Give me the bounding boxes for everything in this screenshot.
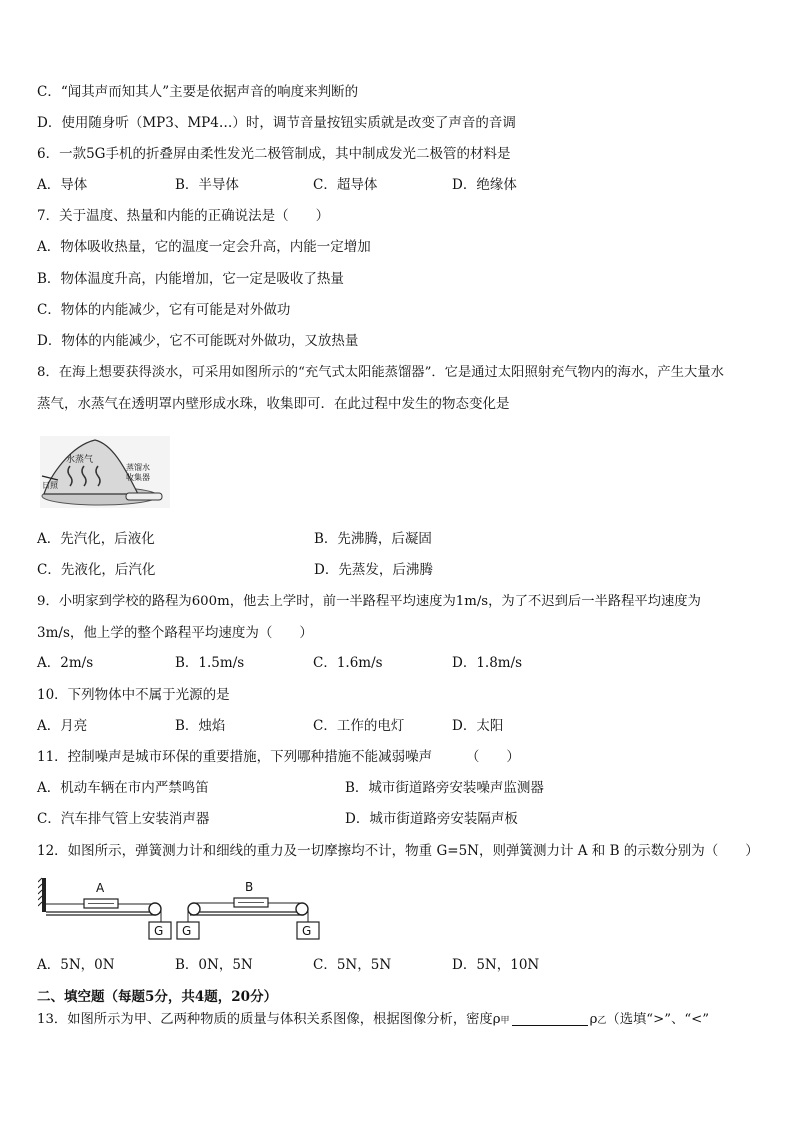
section-heading: 二、填空题（每题5分，共4题，20分） bbox=[37, 989, 278, 1005]
q11-option-a: A．机动车辆在市内严禁鸣笛 bbox=[37, 780, 209, 796]
q8-option-d: D．先蒸发，后沸腾 bbox=[314, 562, 433, 578]
right-pulley-right bbox=[296, 903, 308, 915]
q8-stem-line1: 8．在海上想要获得淡水，可采用如图所示的“充气式太阳能蒸馏器”．它是通过太阳照射充气物内的海水，产生大量水 bbox=[37, 365, 724, 380]
q7-stem: 7．关于温度、热量和内能的正确说法是（ ） bbox=[37, 208, 330, 224]
q8-option-a: A．先汽化，后液化 bbox=[37, 531, 155, 547]
q11-option-b: B．城市街道路旁安装噪声监测器 bbox=[345, 780, 544, 796]
q12-option-b: B．0N，5N bbox=[175, 957, 253, 973]
q6-option-a: A．导体 bbox=[37, 177, 88, 193]
q7-option-a: A．物体吸收热量，它的温度一定会升高，内能一定增加 bbox=[37, 239, 371, 255]
q9-option-c: C．1.6m/s bbox=[313, 655, 383, 671]
q11-stem: 11．控制噪声是城市环保的重要措施，下列哪种措施不能减弱噪声 （ ） bbox=[37, 749, 520, 765]
answer-blank[interactable] bbox=[512, 1011, 588, 1026]
left-wall-hatch bbox=[38, 878, 42, 906]
q13-stem bbox=[37, 1011, 709, 1030]
right-weight-label: G bbox=[302, 924, 312, 938]
q6-stem: 6．一款5G手机的折叠屏由柔性发光二极管制成，其中制成发光二极管的材料是 bbox=[37, 146, 511, 162]
solar-still-figure bbox=[40, 436, 170, 508]
figure-label-vapor: 水蒸气 bbox=[66, 455, 94, 465]
q13-subscript-a: 甲 bbox=[500, 1016, 510, 1026]
q9-option-b: B．1.5m/s bbox=[175, 655, 245, 671]
q10-option-b: B．烛焰 bbox=[175, 718, 226, 734]
q13-rho: ρ bbox=[589, 1012, 598, 1027]
q11-option-d: D．城市街道路旁安装隔声板 bbox=[345, 811, 518, 827]
q10-stem: 10．下列物体中不属于光源的是 bbox=[37, 687, 230, 703]
figure-label-collector-2: 收集器 bbox=[126, 473, 150, 482]
q5-option-d: D．使用随身听（MP3、MP4…）时，调节音量按钮实质就是改变了声音的音调 bbox=[37, 115, 516, 131]
q10-option-d: D．太阳 bbox=[452, 718, 504, 734]
collector-tube bbox=[126, 493, 162, 500]
q10-option-c: C．工作的电灯 bbox=[313, 718, 405, 734]
left-pulley bbox=[149, 903, 161, 915]
q7-option-d: D．物体的内能减少，它不可能既对外做功，又放热量 bbox=[37, 333, 359, 349]
q13-stem-start: 13．如图所示为甲、乙两种物质的质量与体积关系图像，根据图像分析，密度ρ bbox=[37, 1012, 501, 1027]
left-weight-label: G bbox=[154, 924, 164, 938]
q11-option-c: C．汽车排气管上安装消声器 bbox=[37, 811, 210, 827]
q8-option-c: C．先液化，后汽化 bbox=[37, 562, 156, 578]
q12-stem: 12．如图所示，弹簧测力计和细线的重力及一切摩擦均不计，物重 G=5N，则弹簧测力计 A 和 B 的示数分别为（ ） bbox=[37, 843, 759, 859]
q6-option-d: D．绝缘体 bbox=[452, 177, 517, 193]
middle-weight-label: G bbox=[182, 924, 192, 938]
q13-stem-end: （选填“>”、“<” bbox=[606, 1012, 710, 1027]
q13-subscript-b: 乙 bbox=[597, 1016, 607, 1026]
q7-option-c: C．物体的内能减少，它有可能是对外做功 bbox=[37, 302, 291, 318]
q9-option-d: D．1.8m/s bbox=[452, 655, 523, 671]
q8-stem-line2: 蒸气，水蒸气在透明罩内壁形成水珠，收集即可．在此过程中发生的物态变化是 bbox=[37, 396, 510, 412]
q6-option-c: C．超导体 bbox=[313, 177, 378, 193]
q7-option-b: B．物体温度升高，内能增加，它一定是吸收了热量 bbox=[37, 271, 344, 287]
q5-option-c: C．“闻其声而知其人”主要是依据声音的响度来判断的 bbox=[37, 84, 359, 100]
q12-option-d: D．5N，10N bbox=[452, 957, 540, 973]
figure-label-sun: 日照 bbox=[42, 481, 58, 490]
q12-option-c: C．5N，5N bbox=[313, 957, 392, 973]
q10-option-a: A．月亮 bbox=[37, 718, 88, 734]
figure-label-collector-1: 蒸馏水 bbox=[126, 463, 150, 472]
q12-option-a: A．5N，0N bbox=[37, 957, 115, 973]
spring-scale-figure bbox=[38, 874, 328, 946]
q9-option-a: A．2m/s bbox=[37, 655, 94, 671]
q8-option-b: B．先沸腾，后凝固 bbox=[314, 531, 432, 547]
left-wall bbox=[42, 878, 46, 912]
right-pulley-left bbox=[188, 903, 200, 915]
scale-label-a: A bbox=[96, 881, 105, 895]
q6-option-b: B．半导体 bbox=[175, 177, 239, 193]
scale-label-b: B bbox=[245, 880, 254, 894]
q9-stem-line2: 3m/s，他上学的整个路程平均速度为（ ） bbox=[37, 625, 313, 641]
q9-stem-line1: 9．小明家到学校的路程为600m，他去上学时，前一半路程平均速度为1m/s，为了不迟到后一半路程平均速度为 bbox=[37, 594, 701, 609]
